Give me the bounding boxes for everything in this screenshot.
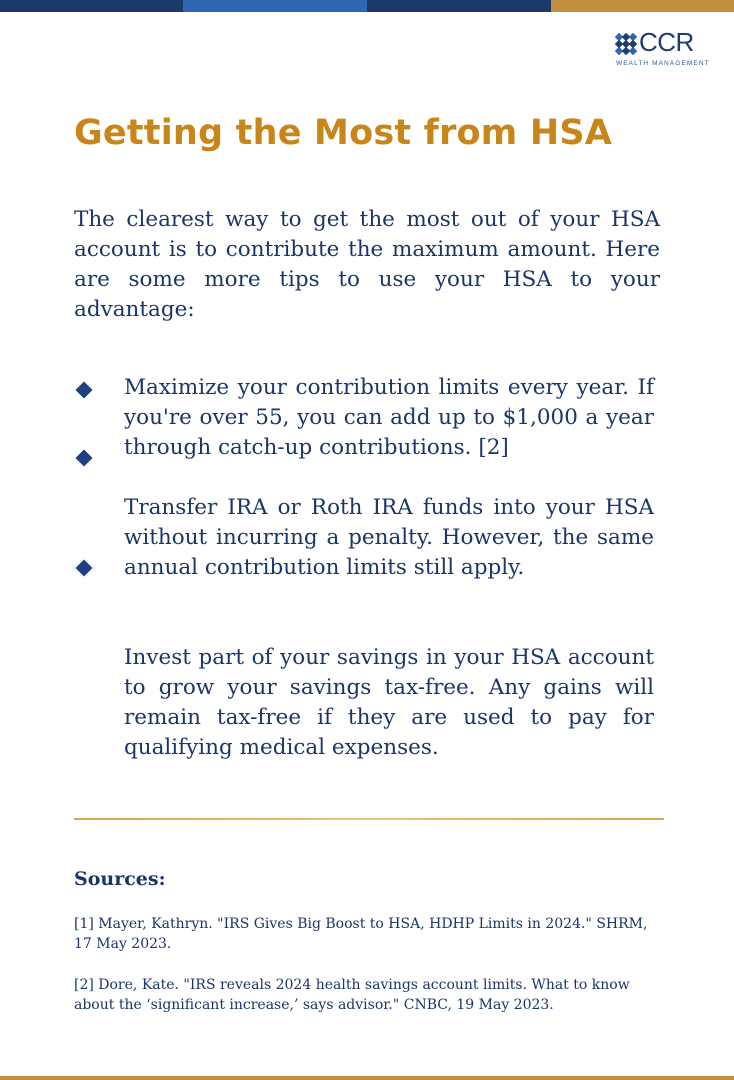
top-bar-segment-navy-2 xyxy=(367,0,551,12)
top-bar-segment-blue xyxy=(183,0,367,12)
ccr-logo xyxy=(614,27,714,70)
bullet-diamond-icon xyxy=(76,560,93,577)
ccr-logo-icon xyxy=(614,32,638,56)
sources-heading: Sources: xyxy=(74,868,166,890)
bottom-color-bar xyxy=(0,1076,734,1080)
top-bar-segment-gold xyxy=(551,0,734,12)
intro-paragraph: The clearest way to get the most out of your HSA account is to contribute the maximum amount. Here are some more tips to use your HSA to your advantage: xyxy=(74,207,660,322)
logo-wordmark: CCR xyxy=(639,27,694,57)
bullet-diamond-icon xyxy=(76,450,93,467)
tip-item: Transfer IRA or Roth IRA funds into your HSA without incurring a penalty. However, the same annual contribution limits still apply. xyxy=(124,495,654,580)
tip-item: Invest part of your savings in your HSA account to grow your savings tax-free. Any gains will remain tax-free if they are used to pay for qualifying medical expenses. xyxy=(124,645,654,760)
top-bar-segment-navy xyxy=(0,0,183,12)
top-color-bar xyxy=(0,0,734,12)
bullet-diamond-icon xyxy=(76,382,93,399)
section-divider xyxy=(74,818,664,820)
logo-tagline: WEALTH MANAGEMENT xyxy=(616,60,710,67)
source-citation: [2] Dore, Kate. "IRS reveals 2024 health savings account limits. What to know about the ‘significant increase,’ says advisor." CNBC, 19 May 2023. xyxy=(74,977,630,1013)
tip-item: Maximize your contribution limits every year. If you're over 55, you can add up to $1,000 a year through catch-up contributions. [2] xyxy=(124,375,654,460)
source-citation: [1] Mayer, Kathryn. "IRS Gives Big Boost to HSA, HDHP Limits in 2024." SHRM, 17 May 2023. xyxy=(74,916,648,952)
page-title: Getting the Most from HSA xyxy=(74,113,613,153)
